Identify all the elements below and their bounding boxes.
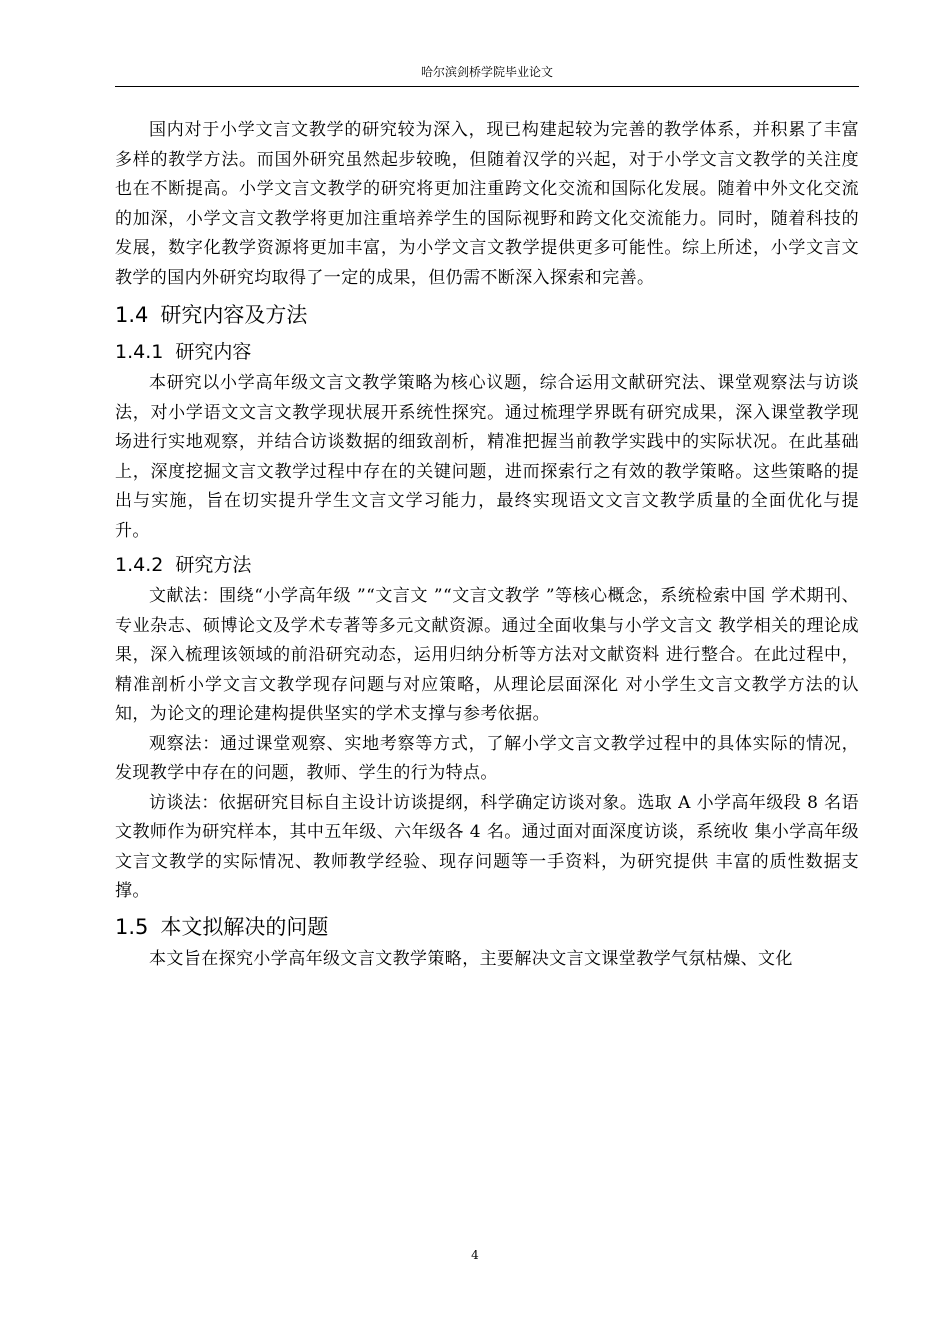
section-heading-1-4 [115,301,859,329]
page-number: 4 [471,1248,479,1262]
paragraph-problem: 本文旨在探究小学高年级文言文教学策略，主要解决文言文课堂教学气氛枯燥、文化 [149,948,793,969]
paragraph-method-interview: 访谈法：依据研究目标自主设计访谈提纲，科学确定访谈对象。选取 A 小学高年级段 8 名语文教师作为研究样本，其中五年级、六年级各 4 名。通过面对面深度访谈，系统收 集小学高年级文言文教学的实际情况、教师教学经验、现存问题等一手资料，为研究提供 丰富的质性数据支撑。 [115,792,859,901]
section-number: 1.5 [115,914,149,939]
subsection-heading-1-4-2 [115,552,859,578]
paragraph-research-content: 本研究以小学高年级文言文教学策略为核心议题，综合运用文献研究法、课堂观察法与访谈法，对小学语文文言文教学现状展开系统性探究。通过梳理学界既有研究成果，深入课堂教学现场进行实地观察，并结合访谈数据的细致剖析，精准把握当前教学实践中的实际状况。在此基础上，深度挖掘文言文教学过程中存在的关键问题，进而探索行之有效的教学策略。这些策略的提出与实施，旨在切实提升学生文言文学习能力，最终实现语文文言文教学质量的全面优化与提升。 [115,373,859,541]
section-title: 研究内容及方法 [160,303,308,327]
subsection-title: 研究方法 [175,554,252,576]
subsection-number: 1.4.1 [115,341,164,363]
section-heading-1-5 [115,913,859,941]
paragraph-method-literature: 文献法：围绕“小学高年级 ”“文言文 ”“文言文教学 ”等核心概念，系统检索中国 学术期刊、专业杂志、硕博论文及学术专著等多元文献资源。通过全面收集与小学文言文 教学相关的理论成果，深入梳理该领域的前沿研究动态，运用归纳分析等方法对文献资料 进行整合。在此过程中，精准剖析小学文言文教学现存问题与对应策略，从理论层面深化 对小学生文言文教学方法的认知，为论文的理论建构提供坚实的学术支撑与参考依据。 [115,586,859,724]
page-header [115,58,859,87]
paragraph-method-observation: 观察法：通过课堂观察、实地考察等方式，了解小学文言文教学过程中的具体实际的情况，发现教学中存在的问题，教师、学生的行为特点。 [115,733,859,783]
paragraph-intro: 国内对于小学文言文教学的研究较为深入，现已构建起较为完善的教学体系，并积累了丰富多样的教学方法。而国外研究虽然起步较晚，但随着汉学的兴起，对于小学文言文教学的关注度也在不断提高。小学文言文教学的研究将更加注重跨文化交流和国际化发展。随着中外文化交流的加深，小学文言文教学将更加注重培养学生的国际视野和跨文化交流能力。同时，随着科技的发展，数字化教学资源将更加丰富，为小学文言文教学提供更多可能性。综上所述，小学文言文教学的国内外研究均取得了一定的成果，但仍需不断深入探索和完善。 [115,120,859,288]
subsection-heading-1-4-1 [115,339,859,365]
section-number: 1.4 [115,303,149,327]
subsection-title: 研究内容 [175,341,252,363]
page-body [115,116,859,974]
subsection-number: 1.4.2 [115,554,164,576]
section-title: 本文拟解决的问题 [160,914,329,939]
header-title: 哈尔滨剑桥学院毕业论文 [420,65,553,79]
page-footer [0,1248,950,1262]
